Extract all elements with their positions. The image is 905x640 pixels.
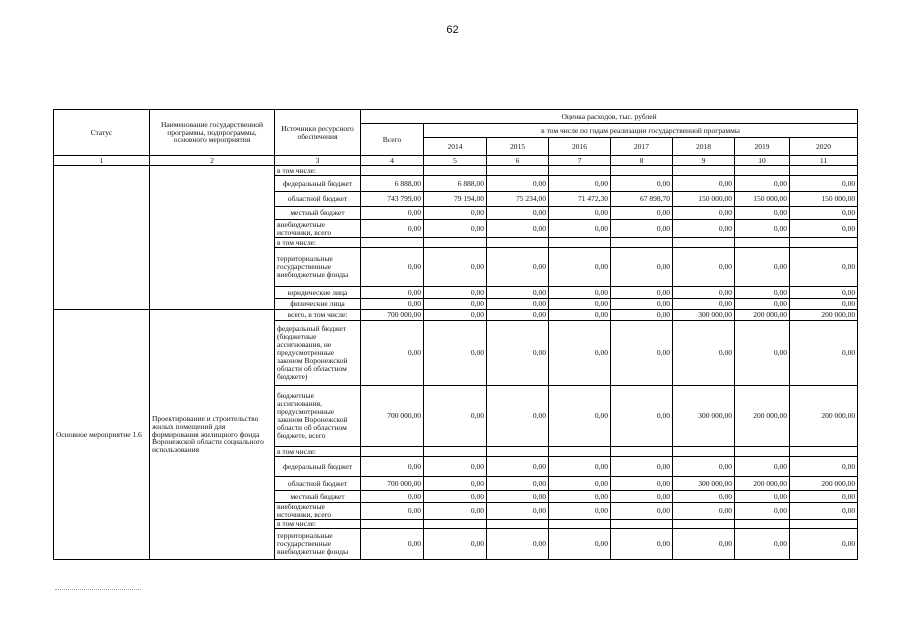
empty-cell: [611, 238, 673, 248]
value-cell: 0,00: [790, 176, 858, 192]
value-cell: 0,00: [361, 457, 424, 477]
value-cell: 0,00: [611, 207, 673, 220]
col-number: 1: [54, 156, 150, 166]
header-year: 2017: [611, 138, 673, 156]
value-cell: 0,00: [611, 503, 673, 520]
value-cell: 0,00: [790, 321, 858, 386]
value-cell: 75 234,00: [487, 192, 549, 207]
empty-cell: [424, 238, 487, 248]
empty-cell: [424, 447, 487, 457]
budget-table: [53, 109, 858, 560]
value-cell: 0,00: [424, 299, 487, 310]
empty-cell: [673, 447, 735, 457]
value-cell: 0,00: [790, 207, 858, 220]
value-cell: 0,00: [549, 477, 611, 491]
empty-cell: [673, 238, 735, 248]
value-cell: 0,00: [487, 287, 549, 299]
value-cell: 0,00: [673, 207, 735, 220]
value-cell: 0,00: [735, 503, 790, 520]
header-sources: Источники ресурсного обеспечения: [275, 110, 361, 156]
col-number: 3: [275, 156, 361, 166]
value-cell: 0,00: [549, 207, 611, 220]
source-cell: областной бюджет: [275, 477, 361, 491]
name-cell-empty: [150, 166, 275, 310]
col-number: 5: [424, 156, 487, 166]
value-cell: 0,00: [611, 457, 673, 477]
value-cell: 6 888,00: [361, 176, 424, 192]
header-name: Наименование государственной программы, подпрограммы, основного мероприятия: [150, 110, 275, 156]
header-year: 2018: [673, 138, 735, 156]
value-cell: 0,00: [424, 207, 487, 220]
value-cell: 0,00: [673, 321, 735, 386]
value-cell: 0,00: [487, 457, 549, 477]
value-cell: 0,00: [611, 287, 673, 299]
col-number: 7: [549, 156, 611, 166]
value-cell: 0,00: [611, 477, 673, 491]
empty-cell: [487, 238, 549, 248]
value-cell: 79 194,00: [424, 192, 487, 207]
header-year: 2016: [549, 138, 611, 156]
header-estimate: Оценка расходов, тыс. рублей: [361, 110, 858, 124]
empty-cell: [549, 447, 611, 457]
value-cell: 0,00: [673, 220, 735, 238]
value-cell: 200 000,00: [735, 386, 790, 447]
value-cell: 0,00: [611, 299, 673, 310]
value-cell: 743 799,00: [361, 192, 424, 207]
value-cell: 0,00: [735, 248, 790, 287]
value-cell: 0,00: [487, 207, 549, 220]
source-cell: внебюджетные источники, всего: [275, 503, 361, 520]
value-cell: 0,00: [611, 386, 673, 447]
source-cell: в том числе:: [275, 238, 361, 248]
value-cell: 200 000,00: [790, 477, 858, 491]
value-cell: 0,00: [790, 287, 858, 299]
value-cell: 0,00: [549, 503, 611, 520]
value-cell: 0,00: [424, 457, 487, 477]
value-cell: 0,00: [611, 248, 673, 287]
empty-cell: [549, 166, 611, 176]
value-cell: 0,00: [611, 220, 673, 238]
empty-cell: [735, 166, 790, 176]
empty-cell: [361, 166, 424, 176]
value-cell: 0,00: [487, 248, 549, 287]
empty-cell: [424, 166, 487, 176]
col-number: 6: [487, 156, 549, 166]
source-cell: федеральный бюджет (бюджетные ассигнования, не предусмотренные законом Воронежской области об областном бюджете): [275, 321, 361, 386]
empty-cell: [673, 166, 735, 176]
empty-cell: [790, 238, 858, 248]
value-cell: 0,00: [424, 248, 487, 287]
col-number: 9: [673, 156, 735, 166]
source-cell: всего, в том числе:: [275, 310, 361, 321]
value-cell: 6 888,00: [424, 176, 487, 192]
value-cell: 0,00: [673, 248, 735, 287]
value-cell: 0,00: [424, 321, 487, 386]
empty-cell: [361, 520, 424, 529]
value-cell: 71 472,30: [549, 192, 611, 207]
source-cell: бюджетные ассигнования, предусмотренные законом Воронежской области об областном бюджете, всего: [275, 386, 361, 447]
source-cell: федеральный бюджет: [275, 457, 361, 477]
value-cell: 0,00: [673, 287, 735, 299]
value-cell: 150 000,00: [735, 192, 790, 207]
value-cell: 0,00: [549, 176, 611, 192]
value-cell: 0,00: [673, 491, 735, 503]
value-cell: 0,00: [487, 477, 549, 491]
value-cell: 0,00: [424, 386, 487, 447]
value-cell: 200 000,00: [790, 310, 858, 321]
empty-cell: [611, 447, 673, 457]
value-cell: 0,00: [735, 287, 790, 299]
table-header: [54, 110, 858, 166]
value-cell: 0,00: [673, 457, 735, 477]
value-cell: 0,00: [549, 529, 611, 560]
source-cell: федеральный бюджет: [275, 176, 361, 192]
value-cell: 700 000,00: [361, 310, 424, 321]
col-number: 8: [611, 156, 673, 166]
source-cell: территориальные государственные внебюджетные фонды: [275, 529, 361, 560]
value-cell: 0,00: [424, 220, 487, 238]
value-cell: 0,00: [790, 457, 858, 477]
source-cell: внебюджетные источники, всего: [275, 220, 361, 238]
value-cell: 0,00: [611, 529, 673, 560]
value-cell: 0,00: [790, 491, 858, 503]
value-cell: 150 000,00: [790, 192, 858, 207]
header-total: Всего: [361, 124, 424, 156]
header-year: 2014: [424, 138, 487, 156]
value-cell: 0,00: [549, 287, 611, 299]
value-cell: 0,00: [487, 220, 549, 238]
value-cell: 0,00: [361, 287, 424, 299]
value-cell: 0,00: [611, 176, 673, 192]
value-cell: 0,00: [790, 299, 858, 310]
value-cell: 0,00: [549, 321, 611, 386]
empty-cell: [361, 447, 424, 457]
value-cell: 300 000,00: [673, 386, 735, 447]
value-cell: 0,00: [424, 310, 487, 321]
header-status: Статус: [54, 110, 150, 156]
header-year: 2020: [790, 138, 858, 156]
value-cell: 0,00: [549, 299, 611, 310]
value-cell: 0,00: [424, 287, 487, 299]
value-cell: 700 000,00: [361, 386, 424, 447]
status-cell-empty: [54, 166, 150, 310]
value-cell: 0,00: [549, 220, 611, 238]
empty-cell: [487, 447, 549, 457]
source-cell: физические лица: [275, 299, 361, 310]
value-cell: 0,00: [487, 503, 549, 520]
value-cell: 0,00: [611, 321, 673, 386]
empty-cell: [361, 238, 424, 248]
header-year: 2015: [487, 138, 549, 156]
value-cell: 0,00: [487, 299, 549, 310]
source-cell: в том числе:: [275, 447, 361, 457]
value-cell: 0,00: [487, 529, 549, 560]
value-cell: 0,00: [361, 491, 424, 503]
value-cell: 300 000,00: [673, 477, 735, 491]
value-cell: 0,00: [790, 220, 858, 238]
value-cell: 0,00: [611, 491, 673, 503]
value-cell: 0,00: [361, 529, 424, 560]
empty-cell: [790, 520, 858, 529]
empty-cell: [487, 520, 549, 529]
value-cell: 0,00: [549, 310, 611, 321]
source-cell: местный бюджет: [275, 491, 361, 503]
value-cell: 0,00: [673, 529, 735, 560]
value-cell: 0,00: [549, 248, 611, 287]
value-cell: 200 000,00: [790, 386, 858, 447]
value-cell: 0,00: [549, 457, 611, 477]
value-cell: 67 898,70: [611, 192, 673, 207]
value-cell: 0,00: [487, 321, 549, 386]
empty-cell: [487, 166, 549, 176]
col-number: 4: [361, 156, 424, 166]
empty-cell: [735, 447, 790, 457]
value-cell: 0,00: [611, 310, 673, 321]
value-cell: 0,00: [735, 321, 790, 386]
value-cell: 0,00: [673, 176, 735, 192]
header-year: 2019: [735, 138, 790, 156]
value-cell: 0,00: [735, 299, 790, 310]
value-cell: 0,00: [549, 491, 611, 503]
value-cell: 0,00: [735, 491, 790, 503]
value-cell: 0,00: [735, 529, 790, 560]
value-cell: 200 000,00: [735, 477, 790, 491]
source-cell: местный бюджет: [275, 207, 361, 220]
empty-cell: [549, 238, 611, 248]
value-cell: 0,00: [549, 386, 611, 447]
value-cell: 0,00: [487, 176, 549, 192]
empty-cell: [611, 166, 673, 176]
value-cell: 0,00: [361, 207, 424, 220]
value-cell: 0,00: [735, 176, 790, 192]
col-number: 2: [150, 156, 275, 166]
value-cell: 0,00: [424, 503, 487, 520]
source-cell: в том числе:: [275, 520, 361, 529]
value-cell: 0,00: [487, 310, 549, 321]
value-cell: 0,00: [673, 299, 735, 310]
value-cell: 150 000,00: [673, 192, 735, 207]
empty-cell: [673, 520, 735, 529]
value-cell: 0,00: [361, 503, 424, 520]
value-cell: 0,00: [790, 248, 858, 287]
header-by-years: в том числе по годам реализации государственной программы: [424, 124, 858, 138]
empty-cell: [549, 520, 611, 529]
value-cell: 0,00: [487, 491, 549, 503]
empty-cell: [790, 166, 858, 176]
value-cell: 0,00: [790, 503, 858, 520]
value-cell: 200 000,00: [735, 310, 790, 321]
empty-cell: [735, 238, 790, 248]
col-number: 11: [790, 156, 858, 166]
value-cell: 0,00: [735, 207, 790, 220]
value-cell: 0,00: [361, 220, 424, 238]
status-cell: Основное мероприятие 1.6: [54, 310, 150, 560]
empty-cell: [611, 520, 673, 529]
value-cell: 700 000,00: [361, 477, 424, 491]
page-number: 62: [446, 24, 459, 36]
col-number: 10: [735, 156, 790, 166]
page-edge-mark: [55, 589, 141, 590]
value-cell: 0,00: [424, 491, 487, 503]
value-cell: 0,00: [735, 457, 790, 477]
source-cell: территориальные государственные внебюджетные фонды: [275, 248, 361, 287]
value-cell: 0,00: [424, 477, 487, 491]
empty-cell: [424, 520, 487, 529]
empty-cell: [790, 447, 858, 457]
value-cell: 0,00: [735, 220, 790, 238]
source-cell: юридические лица: [275, 287, 361, 299]
value-cell: 300 000,00: [673, 310, 735, 321]
table-row: [54, 310, 858, 321]
activity-name-cell: Проектирование и строительство жилых помещений для формирования жилищного фонда Воронежской области социального использования: [150, 310, 275, 560]
value-cell: 0,00: [361, 321, 424, 386]
source-cell: областной бюджет: [275, 192, 361, 207]
value-cell: 0,00: [487, 386, 549, 447]
source-cell: в том числе:: [275, 166, 361, 176]
empty-cell: [735, 520, 790, 529]
value-cell: 0,00: [424, 529, 487, 560]
value-cell: 0,00: [673, 503, 735, 520]
value-cell: 0,00: [361, 299, 424, 310]
value-cell: 0,00: [361, 248, 424, 287]
table-body: [54, 166, 858, 560]
value-cell: 0,00: [790, 529, 858, 560]
table-row: [54, 166, 858, 176]
